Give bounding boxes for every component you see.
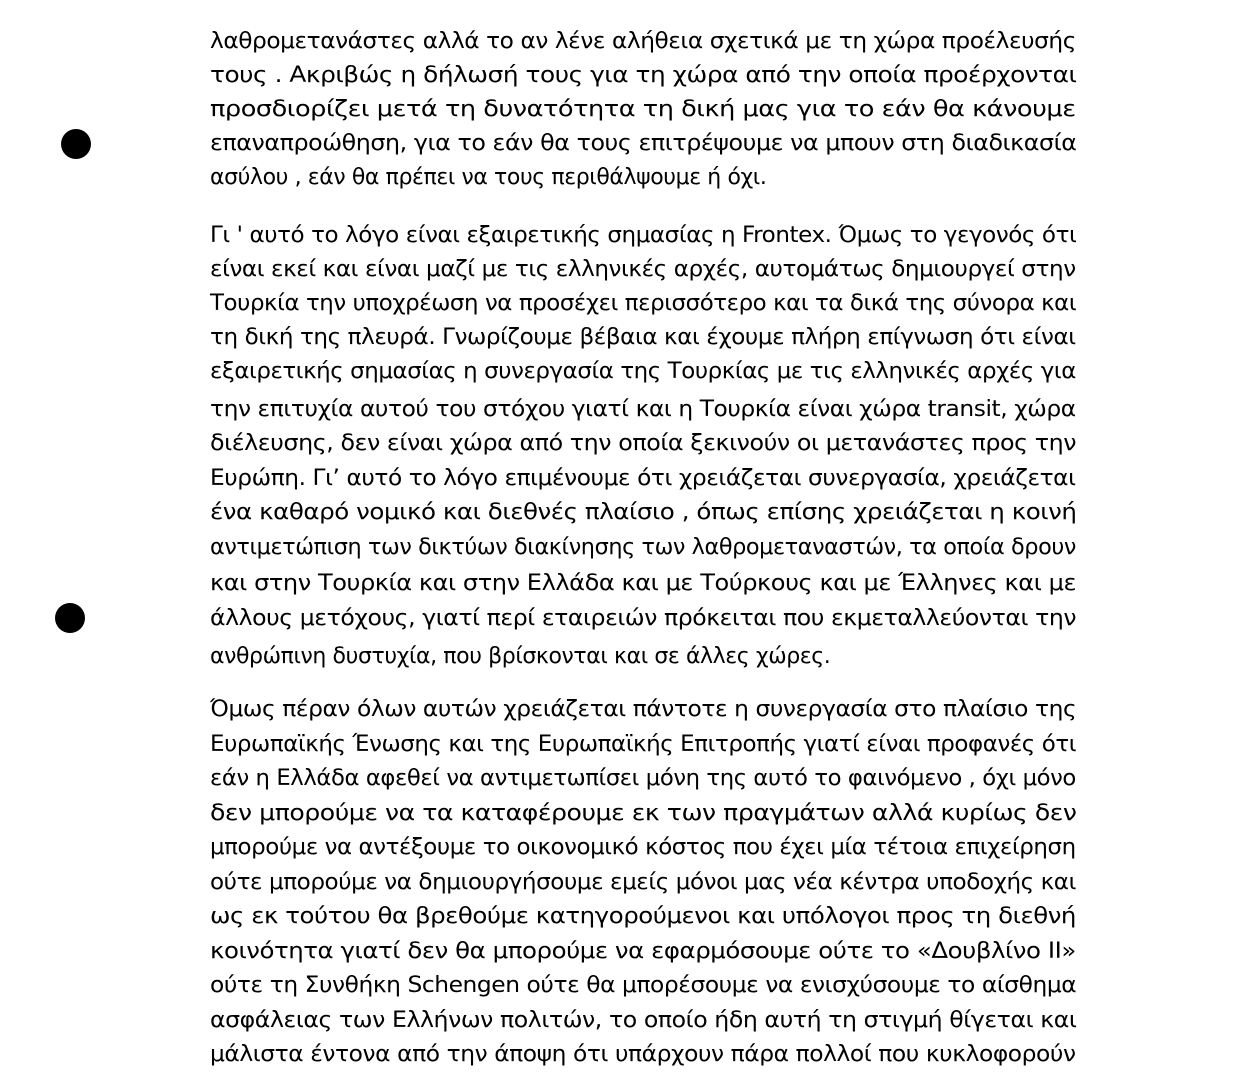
text-line: ούτε τη Συνθήκη Schengen ούτε θα μπορέσουμε να ενισχύσουμε το αίσθημα xyxy=(210,973,1077,998)
text-line: εάν η Ελλάδα αφεθεί να αντιμετωπίσει μόνη της αυτό το φαινόμενο , όχι μόνο xyxy=(210,766,1076,791)
text-line: Ευρωπαϊκής Ένωσης και της Ευρωπαϊκής Επιτροπής γιατί είναι προφανές ότι xyxy=(210,732,1077,757)
text-line: προσδιορίζει μετά τη δυνατότητα τη δική μας για το εάν θα κάνουμε xyxy=(210,97,1076,122)
text-line: ανθρώπινη δυστυχία, που βρίσκονται και σε άλλες χώρες. xyxy=(210,644,831,669)
text-line: διέλευσης, δεν είναι χώρα από την οποία ξεκινούν οι μετανάστες προς την xyxy=(210,431,1077,456)
bullet-marker xyxy=(61,129,91,159)
text-line: τους . Ακριβώς η δήλωσή τους για τη χώρα από την οποία προέρχονται xyxy=(210,63,1077,88)
text-line: λαθρομετανάστες αλλά το αν λένε αλήθεια σχετικά με τη χώρα προέλευσής xyxy=(210,29,1076,54)
text-line: τη δική της πλευρά. Γνωρίζουμε βέβαια και έχουμε πλήρη επίγνωση ότι είναι xyxy=(210,325,1076,350)
text-line: ούτε μπορούμε να δημιουργήσουμε εμείς μόνοι μας νέα κέντρα υποδοχής και xyxy=(210,870,1076,895)
text-line: ως εκ τούτου θα βρεθούμε κατηγορούμενοι και υπόλογοι προς τη διεθνή xyxy=(210,904,1076,929)
text-line: Γι ' αυτό το λόγο είναι εξαιρετικής σημασίας η Frontex. Όμως το γεγονός ότι xyxy=(210,223,1077,248)
text-line: αντιμετώπιση των δικτύων διακίνησης των λαθρομεταναστών, τα οποία δρουν xyxy=(210,535,1076,560)
text-line: Ευρώπη. Γι’ αυτό το λόγο επιμένουμε ότι χρειάζεται συνεργασία, χρειάζεται xyxy=(210,466,1076,491)
text-line: κοινότητα γιατί δεν θα μπορούμε να εφαρμόσουμε ούτε το «Δουβλίνο ΙΙ» xyxy=(210,939,1076,964)
text-line: επαναπροώθηση, για το εάν θα τους επιτρέψουμε να μπουν στη διαδικασία xyxy=(210,131,1077,156)
text-line: ασφάλειας των Ελλήνων πολιτών, το οποίο ήδη αυτή τη στιγμή θίγεται και xyxy=(210,1008,1077,1033)
text-line: μάλιστα έντονα από την άποψη ότι υπάρχουν πάρα πολλοί που κυκλοφορούν xyxy=(210,1042,1076,1067)
text-line: μπορούμε να αντέξουμε το οικονομικό κόστος που έχει μία τέτοια επιχείρηση xyxy=(210,835,1076,860)
text-line: και στην Τουρκία και στην Ελλάδα και με Τούρκους και με Έλληνες και με xyxy=(210,571,1077,596)
text-line: είναι εκεί και είναι μαζί με τις ελληνικές αρχές, αυτομάτως δημιουργεί στην xyxy=(210,257,1076,282)
text-line: Τουρκία την υποχρέωση να προσέχει περισσότερο και τα δικά της σύνορα και xyxy=(210,291,1077,316)
text-line: Όμως πέραν όλων αυτών χρειάζεται πάντοτε η συνεργασία στο πλαίσιο της xyxy=(210,697,1077,722)
text-line: δεν μπορούμε να τα καταφέρουμε εκ των πραγμάτων αλλά κυρίως δεν xyxy=(210,801,1077,826)
text-line: άλλους μετόχους, γιατί περί εταιρειών πρόκειται που εκμεταλλεύονται την xyxy=(210,606,1077,631)
text-line: ασύλου , εάν θα πρέπει να τους περιθάλψουμε ή όχι. xyxy=(210,165,767,190)
text-line: ένα καθαρό νομικό και διεθνές πλαίσιο , όπως επίσης χρειάζεται η κοινή xyxy=(210,500,1077,525)
bullet-marker xyxy=(55,603,85,633)
text-line: την επιτυχία αυτού του στόχου γιατί και η Τουρκία είναι χώρα transit, χώρα xyxy=(210,397,1076,422)
text-line: εξαιρετικής σημασίας η συνεργασία της Τουρκίας με τις ελληνικές αρχές για xyxy=(210,359,1076,384)
